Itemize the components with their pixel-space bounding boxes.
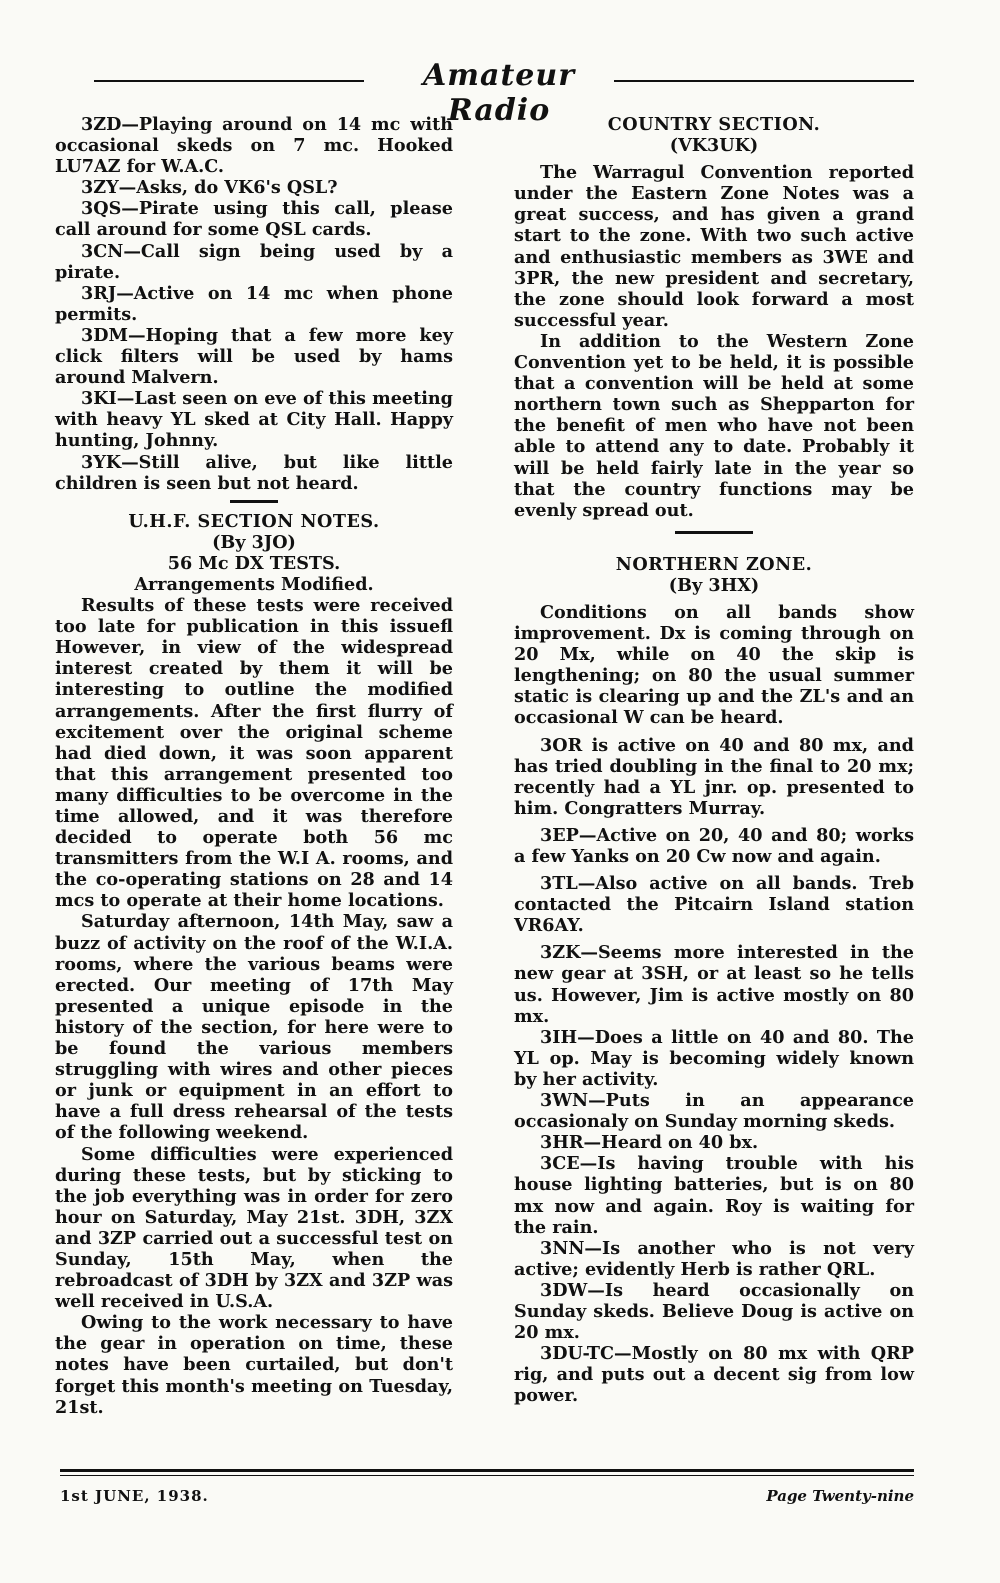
- northern-paragraph: 3DU-TC—Mostly on 80 mx with QRP rig, and puts out a decent sig from low power.: [514, 1343, 914, 1407]
- northern-paragraph: 3CE—Is having trouble with his house lighting batteries, but is on 80 mx now and again. Roy is waiting for the rain.: [514, 1153, 914, 1238]
- northern-paragraph: 3EP—Active on 20, 40 and 80; works a few Yanks on 20 Cw now and again.: [514, 824, 914, 867]
- uhf-paragraph: Owing to the work necessary to have the gear in operation on time, these notes have been curtailed, but don't forget this month's meeting on Tuesday, 21st.: [55, 1312, 453, 1418]
- northern-paragraph: Conditions on all bands show improvement. Dx is coming through on 20 Mx, while on 40 the skip is lengthening; on 80 the usual summer static is clearing up and the ZL's and an occasional W can be heard.: [514, 601, 914, 729]
- station-note: 3ZD—Playing around on 14 mc with occasional skeds on 7 mc. Hooked LU7AZ for W.A.C.: [55, 114, 453, 178]
- northern-byline: (By 3HX): [668, 574, 760, 596]
- section-divider: [230, 500, 278, 503]
- station-note: 3DM—Hoping that a few more key click filters will be used by hams around Malvern.: [55, 324, 453, 389]
- section-divider: [675, 531, 753, 534]
- right-column: [514, 114, 914, 1406]
- uhf-paragraph: Some difficulties were experienced during these tests, but by sticking to the job everything was in order for zero hour on Saturday, May 21st. 3DH, 3ZX and 3ZP carried out a successful test on Sunday, 15th May, when the rebroadcast of 3DH by 3ZX and 3ZP was well received in U.S.A.: [55, 1143, 453, 1313]
- masthead-title: Amateur Radio: [422, 58, 576, 128]
- uhf-byline: (By 3JO): [212, 531, 296, 553]
- left-column: [55, 114, 453, 1418]
- country-section-title: COUNTRY SECTION.: [607, 114, 821, 135]
- station-note: 3YK—Still alive, but like little children is seen but not heard.: [55, 451, 453, 494]
- masthead-rule-left: [94, 80, 364, 82]
- northern-paragraph: 3WN—Puts in an appearance occasionaly on Sunday morning skeds.: [514, 1090, 914, 1133]
- uhf-subtitle-2: Arrangements Modified.: [134, 573, 374, 595]
- footer-rule-thin: [60, 1475, 914, 1476]
- northern-paragraph: 3NN—Is another who is not very active; evidently Herb is rather QRL.: [514, 1237, 914, 1280]
- station-note: 3ZY—Asks, do VK6's QSL?: [81, 177, 338, 199]
- station-note: 3RJ—Active on 14 mc when phone permits.: [55, 282, 453, 325]
- northern-paragraph: 3TL—Also active on all bands. Treb contacted the Pitcairn Island station VR6AY.: [514, 873, 914, 937]
- page-number: Page Twenty-nine: [766, 1487, 914, 1505]
- uhf-subtitle: 56 Mc DX TESTS.: [167, 552, 341, 574]
- northern-paragraph: 3OR is active on 40 and 80 mx, and has tried doubling in the final to 20 mx; recently had a YL jnr. op. presented to him. Congratters Murray.: [514, 734, 914, 819]
- northern-paragraph: 3ZK—Seems more interested in the new gear at 3SH, or at least so he tells us. However, Jim is active mostly on 80 mx.: [514, 942, 914, 1027]
- station-note: 3CN—Call sign being used by a pirate.: [55, 240, 453, 283]
- uhf-section-title: U.H.F. SECTION NOTES.: [128, 510, 380, 532]
- northern-zone-title: NORTHERN ZONE.: [615, 553, 813, 575]
- station-note: 3QS—Pirate using this call, please call around for some QSL cards.: [55, 198, 453, 241]
- country-byline: (VK3UK): [669, 135, 759, 157]
- uhf-paragraph: Saturday afternoon, 14th May, saw a buzz of activity on the roof of the W.I.A. rooms, where the various beams were erected. Our meeting of 17th May presented a unique episode in the history of the section, for here were to be found the various members struggling with wires and other pieces or junk or equipment in an effort to have a full dress rehearsal of the tests of the following weekend.: [55, 911, 453, 1144]
- country-paragraph: The Warragul Convention reported under the Eastern Zone Notes was a great success, and has given a grand start to the zone. With two such active and enthusiastic members as 3WE and 3PR, the new president and secretary, the zone should look forward a most successful year.: [514, 162, 914, 331]
- northern-paragraph: 3IH—Does a little on 40 and 80. The YL op. May is becoming widely known by her activity.: [514, 1026, 914, 1090]
- masthead-rule-right: [614, 80, 914, 82]
- footer-rule: [60, 1469, 914, 1472]
- country-paragraph: In addition to the Western Zone Convention yet to be held, it is possible that a convention will be held at some northern town such as Shepparton for the benefit of men who have not been able to attend any to date. Probably it will be held fairly late in the year so that the country functions may be evenly spread out.: [514, 330, 914, 521]
- station-note: 3KI—Last seen on eve of this meeting with heavy YL sked at City Hall. Happy hunting, Johnny.: [55, 388, 453, 452]
- uhf-paragraph: Results of these tests were received too late for publication in this issuefl However, in view of the widespread interest created by them it will be interesting to outline the modified arrangements. After the first flurry of excitement over the original scheme had died down, it was soon apparent that this arrangement presented too many difficulties to be overcome in the time allowed, and it was therefore decided to operate both 56 mc transmitters from the W.I A. rooms, and the co-operating stations on 28 and 14 mcs to operate at their home locations.: [55, 595, 453, 912]
- issue-date: 1st JUNE, 1938.: [60, 1487, 209, 1505]
- northern-paragraph: 3DW—Is heard occasionally on Sunday skeds. Believe Doug is active on 20 mx.: [514, 1279, 914, 1344]
- northern-paragraph: 3HR—Heard on 40 bx.: [540, 1132, 759, 1154]
